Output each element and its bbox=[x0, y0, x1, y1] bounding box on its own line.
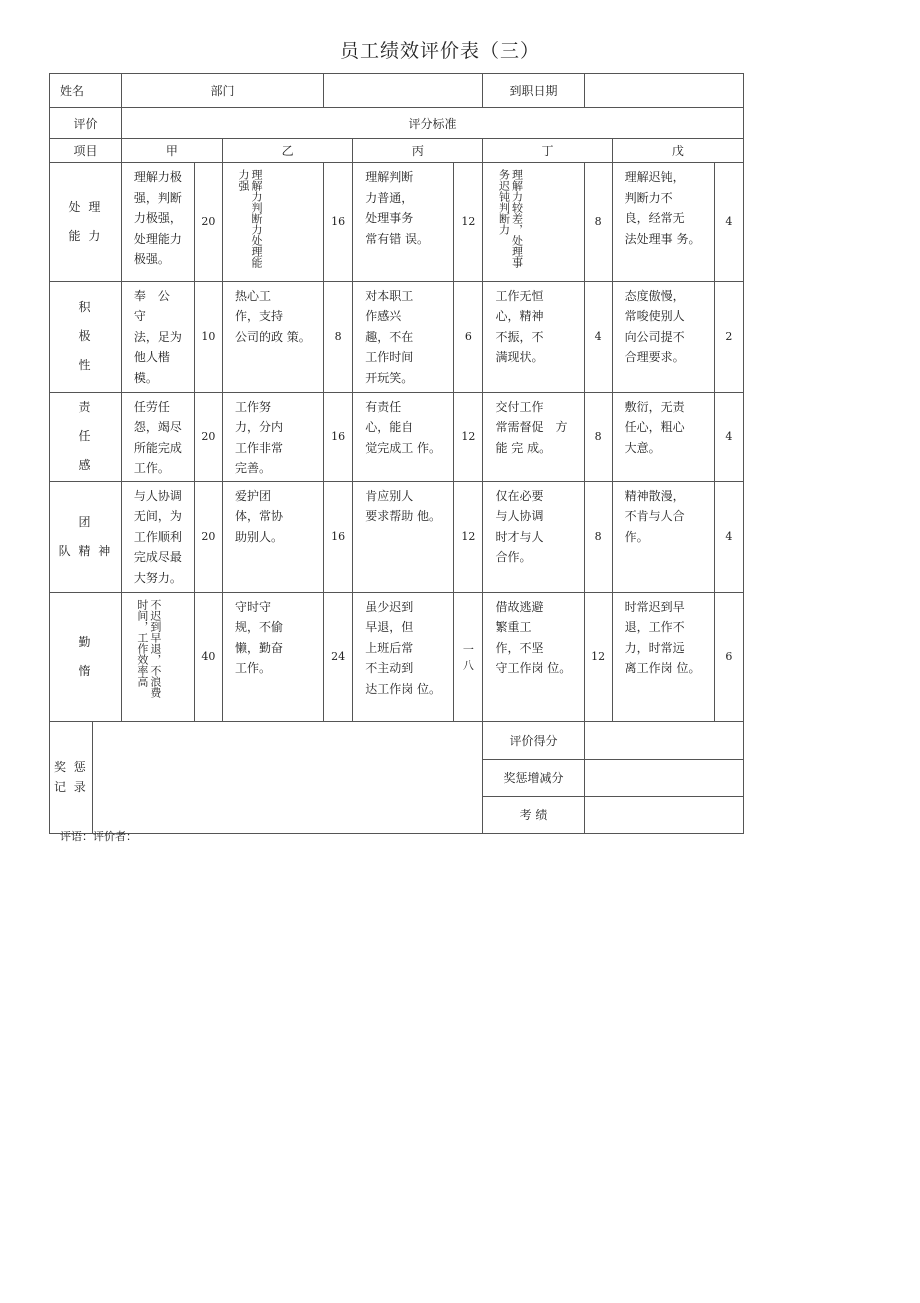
score-value: 8 bbox=[584, 481, 612, 592]
item-name: 勤 惰 bbox=[50, 592, 122, 721]
grade-header: 戊 bbox=[612, 139, 743, 163]
criteria-desc: 工作无恒 心，精神 不振，不 满现状。 bbox=[483, 281, 584, 392]
page-title: 员工绩效评价表（三） bbox=[339, 40, 540, 62]
score-field[interactable] bbox=[584, 721, 743, 759]
score-value: 16 bbox=[324, 163, 353, 282]
criteria-row bbox=[50, 481, 744, 592]
score-value: 12 bbox=[454, 163, 483, 282]
score-value: 24 bbox=[324, 592, 353, 721]
criteria-desc: 理解迟钝， 判断力不 良，经常无 法处理事 务。 bbox=[612, 163, 714, 282]
criteria-desc: 精神散漫， 不肯与人合 作。 bbox=[612, 481, 714, 592]
item-name: 积 极 性 bbox=[50, 281, 122, 392]
adjust-label: 奖惩增减分 bbox=[483, 759, 584, 796]
criteria-row bbox=[50, 281, 744, 392]
score-value: 一 八 bbox=[454, 592, 483, 721]
item-name: 责 任 感 bbox=[50, 392, 122, 481]
comment-footer: 评语：评价者： bbox=[60, 830, 137, 843]
item-name: 团 队 精 神 bbox=[50, 481, 122, 592]
date-field[interactable] bbox=[584, 74, 743, 108]
grade-header: 乙 bbox=[222, 139, 352, 163]
score-value: 12 bbox=[454, 392, 483, 481]
criteria-desc: 理解判断 力普通， 处理事务 常有错 误。 bbox=[353, 163, 454, 282]
score-value: 6 bbox=[714, 592, 743, 721]
criteria-desc: 交付工作 常需督促 方 能 完 成。 bbox=[483, 392, 584, 481]
adjust-field[interactable] bbox=[584, 759, 743, 796]
score-value: 4 bbox=[714, 163, 743, 282]
criteria-desc: 守时守 规，不偷 懒，勤奋 工作。 bbox=[222, 592, 323, 721]
evaluation-table bbox=[49, 73, 744, 834]
score-value: 20 bbox=[194, 163, 222, 282]
criteria-desc: 肯应别人 要求帮助 他。 bbox=[353, 481, 454, 592]
criteria-desc: 有责任 心，能自 觉完成工 作。 bbox=[353, 392, 454, 481]
summary-row bbox=[50, 721, 744, 759]
item-label: 项目 bbox=[50, 139, 122, 163]
criteria-desc-vertical: 理解力较差，处理事务迟钝判断力 bbox=[497, 169, 524, 268]
criteria-desc bbox=[222, 163, 323, 282]
criteria-desc: 工作努 力，分内 工作非常 完善。 bbox=[222, 392, 323, 481]
reward-label: 奖 惩 记 录 bbox=[50, 721, 93, 833]
criteria-desc: 与人协调 无间，为 工作顺利 完成尽最 大努力。 bbox=[121, 481, 194, 592]
criteria-label: 评分标准 bbox=[121, 108, 743, 139]
criteria-desc: 理解力极 强，判断 力极强， 处理能力 极强。 bbox=[121, 163, 194, 282]
final-label: 考 绩 bbox=[483, 796, 584, 833]
dept-label: 部门 bbox=[121, 74, 323, 108]
criteria-desc: 热心工 作，支持 公司的政 策。 bbox=[222, 281, 323, 392]
criteria-desc-vertical: 理解力判断力处理能力强 bbox=[236, 169, 263, 268]
grade-header: 丙 bbox=[353, 139, 483, 163]
score-value: 16 bbox=[324, 481, 353, 592]
criteria-desc-vertical: 不迟到早退，不浪费时间，工作效率高 bbox=[135, 598, 162, 698]
score-value: 8 bbox=[584, 163, 612, 282]
criteria-desc: 时常迟到早 退，工作不 力，时常远 离工作岗 位。 bbox=[612, 592, 714, 721]
score-value: 10 bbox=[194, 281, 222, 392]
criteria-desc: 对本职工 作感兴 趣，不在 工作时间 开玩笑。 bbox=[353, 281, 454, 392]
score-value: 12 bbox=[454, 481, 483, 592]
score-value: 20 bbox=[194, 481, 222, 592]
score-value: 8 bbox=[584, 392, 612, 481]
score-value: 40 bbox=[194, 592, 222, 721]
item-name: 处 理 能 力 bbox=[50, 163, 122, 282]
criteria-row bbox=[50, 392, 744, 481]
criteria-desc: 敷衍，无责 任心，粗心 大意。 bbox=[612, 392, 714, 481]
score-value: 4 bbox=[584, 281, 612, 392]
criteria-desc: 态度傲慢， 常唆使别人 向公司提不 合理要求。 bbox=[612, 281, 714, 392]
score-value: 4 bbox=[714, 481, 743, 592]
reward-record-field[interactable] bbox=[92, 721, 483, 833]
criteria-desc: 任劳任 怨，竭尽 所能完成 工作。 bbox=[121, 392, 194, 481]
final-field[interactable] bbox=[584, 796, 743, 833]
grade-header: 丁 bbox=[483, 139, 612, 163]
score-value: 4 bbox=[714, 392, 743, 481]
criteria-desc: 仅在必要 与人协调 时才与人 合作。 bbox=[483, 481, 584, 592]
criteria-row bbox=[50, 592, 744, 721]
criteria-desc bbox=[483, 163, 584, 282]
score-value: 16 bbox=[324, 392, 353, 481]
criteria-desc: 借故逃避 繁重工 作，不坚 守工作岗 位。 bbox=[483, 592, 584, 721]
criteria-desc: 爱护团 体，常协 助别人。 bbox=[222, 481, 323, 592]
criteria-desc bbox=[121, 592, 194, 721]
score-value: 8 bbox=[324, 281, 353, 392]
score-value: 6 bbox=[454, 281, 483, 392]
dept-field[interactable] bbox=[324, 74, 483, 108]
grade-header: 甲 bbox=[121, 139, 222, 163]
criteria-desc: 奉 公 守 法，足为 他人楷 模。 bbox=[121, 281, 194, 392]
criteria-desc: 虽少迟到 早退，但 上班后常 不主动到 达工作岗 位。 bbox=[353, 592, 454, 721]
criteria-row bbox=[50, 163, 744, 282]
eval-label: 评价 bbox=[50, 108, 122, 139]
name-label: 姓名 bbox=[50, 74, 122, 108]
score-label: 评价得分 bbox=[483, 721, 584, 759]
score-value: 20 bbox=[194, 392, 222, 481]
score-value: 12 bbox=[584, 592, 612, 721]
date-label: 到职日期 bbox=[483, 74, 584, 108]
score-value: 2 bbox=[714, 281, 743, 392]
